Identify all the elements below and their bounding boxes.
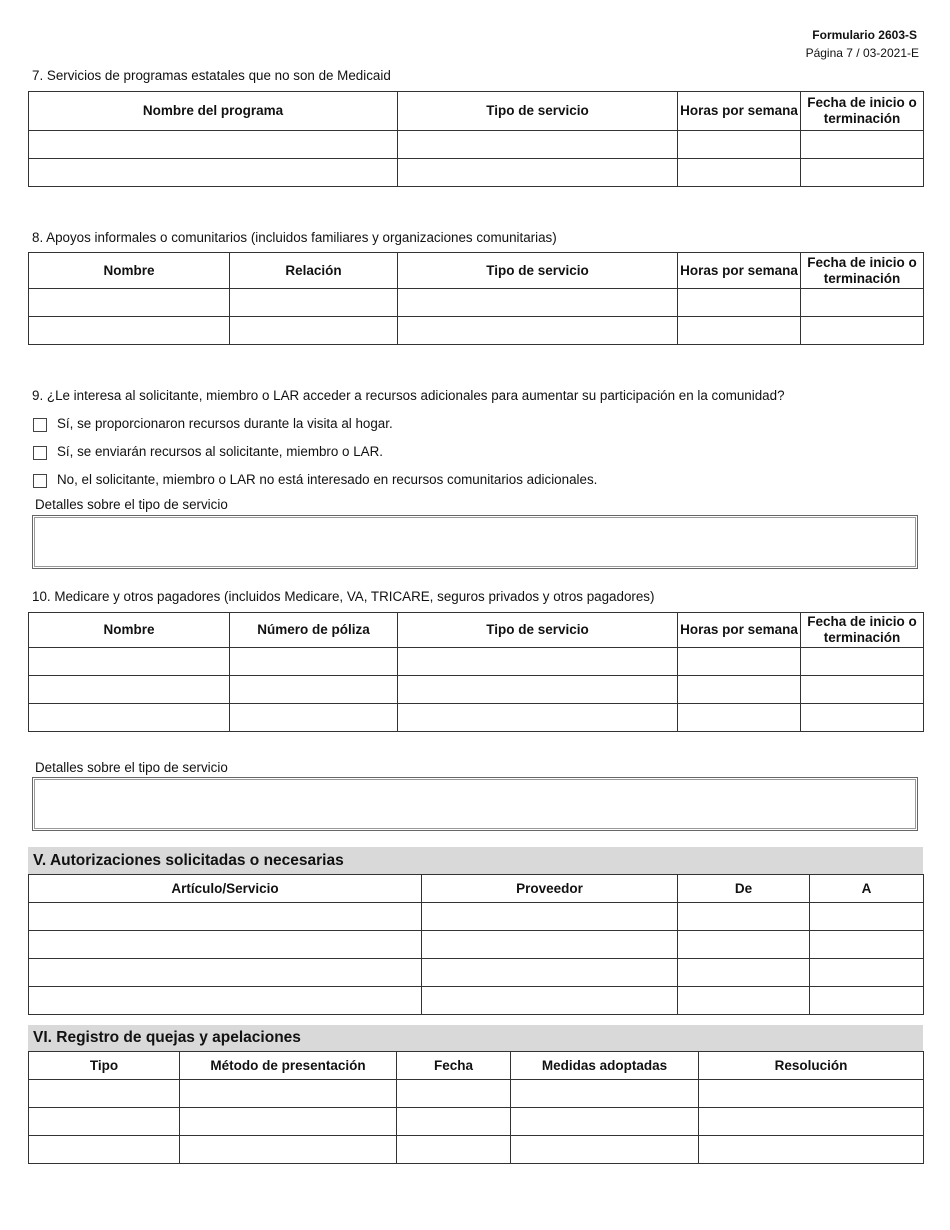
table-row	[29, 317, 924, 345]
table-row	[29, 131, 924, 159]
section-9-question: 9. ¿Le interesa al solicitante, miembro o LAR acceder a recursos adicionales para aumentar su participación en la comunidad?	[32, 388, 785, 403]
col-header-hours-per-week: Horas por semana	[678, 613, 801, 648]
table-cell[interactable]	[29, 1080, 180, 1108]
page-info: Página 7 / 03-2021-E	[805, 46, 919, 60]
col-header-start-end-date: Fecha de inicio o terminación	[801, 613, 924, 648]
col-header-hours-per-week: Horas por semana	[678, 92, 801, 131]
section-8-table	[28, 252, 924, 345]
table-cell[interactable]	[511, 1108, 699, 1136]
checkbox-resources-sent[interactable]	[33, 446, 47, 460]
table-cell[interactable]	[29, 131, 398, 159]
table-cell[interactable]	[699, 1080, 924, 1108]
table-cell[interactable]	[29, 317, 230, 345]
table-cell[interactable]	[801, 704, 924, 732]
table-cell[interactable]	[29, 1136, 180, 1164]
col-header-start-end-date: Fecha de inicio o terminación	[801, 253, 924, 289]
table-cell[interactable]	[810, 987, 924, 1015]
section-v-title: V. Autorizaciones solicitadas o necesarias	[28, 847, 923, 874]
table-cell[interactable]	[801, 648, 924, 676]
option-label-resources-sent: Sí, se enviarán recursos al solicitante, miembro o LAR.	[57, 444, 383, 459]
col-header-relationship: Relación	[230, 253, 398, 289]
table-row	[29, 704, 924, 732]
col-header-service-type: Tipo de servicio	[398, 253, 678, 289]
table-row	[29, 648, 924, 676]
col-header-service-type: Tipo de servicio	[398, 92, 678, 131]
table-cell[interactable]	[29, 289, 230, 317]
table-row	[29, 1136, 924, 1164]
table-cell[interactable]	[29, 987, 422, 1015]
table-cell[interactable]	[678, 903, 810, 931]
table-row	[29, 1080, 924, 1108]
table-row	[29, 959, 924, 987]
section-7-table	[28, 91, 924, 187]
table-cell[interactable]	[29, 903, 422, 931]
table-cell[interactable]	[398, 317, 678, 345]
table-cell[interactable]	[29, 704, 230, 732]
table-row	[29, 1108, 924, 1136]
col-header-policy-number: Número de póliza	[230, 613, 398, 648]
section-vi-table	[28, 1051, 924, 1164]
table-row	[29, 931, 924, 959]
table-cell[interactable]	[230, 676, 398, 704]
table-row	[29, 676, 924, 704]
table-cell[interactable]	[678, 987, 810, 1015]
table-row	[29, 903, 924, 931]
col-header-from: De	[678, 875, 810, 903]
col-header-start-end-date: Fecha de inicio o terminación	[801, 92, 924, 131]
checkbox-not-interested[interactable]	[33, 474, 47, 488]
table-cell[interactable]	[422, 987, 678, 1015]
col-header-service-type: Tipo de servicio	[398, 613, 678, 648]
table-cell[interactable]	[397, 1080, 511, 1108]
table-row	[29, 987, 924, 1015]
col-header-to: A	[810, 875, 924, 903]
section-10-title: 10. Medicare y otros pagadores (incluidos Medicare, VA, TRICARE, seguros privados y otros pagadores)	[32, 589, 655, 604]
section-7-title: 7. Servicios de programas estatales que no son de Medicaid	[32, 68, 391, 83]
table-cell[interactable]	[678, 676, 801, 704]
col-header-provider: Proveedor	[422, 875, 678, 903]
table-cell[interactable]	[230, 704, 398, 732]
col-header-name: Nombre	[29, 253, 230, 289]
table-cell[interactable]	[801, 317, 924, 345]
section-9-details-field[interactable]	[32, 515, 918, 569]
table-cell[interactable]	[230, 648, 398, 676]
table-cell[interactable]	[29, 648, 230, 676]
checkbox-resources-provided[interactable]	[33, 418, 47, 432]
table-row	[29, 289, 924, 317]
table-cell[interactable]	[678, 931, 810, 959]
table-cell[interactable]	[678, 648, 801, 676]
section-vi-title: VI. Registro de quejas y apelaciones	[28, 1025, 923, 1051]
table-cell[interactable]	[422, 931, 678, 959]
form-number: Formulario 2603-S	[812, 28, 917, 42]
section-10-table	[28, 612, 924, 732]
table-cell[interactable]	[678, 159, 801, 187]
table-cell[interactable]	[180, 1108, 397, 1136]
table-cell[interactable]	[678, 131, 801, 159]
table-cell[interactable]	[422, 903, 678, 931]
table-cell[interactable]	[511, 1136, 699, 1164]
col-header-resolution: Resolución	[699, 1052, 924, 1080]
table-row	[29, 159, 924, 187]
table-cell[interactable]	[230, 317, 398, 345]
option-label-resources-provided: Sí, se proporcionaron recursos durante la visita al hogar.	[57, 416, 393, 431]
table-cell[interactable]	[801, 676, 924, 704]
table-cell[interactable]	[397, 1108, 511, 1136]
col-header-type: Tipo	[29, 1052, 180, 1080]
col-header-date: Fecha	[397, 1052, 511, 1080]
table-cell[interactable]	[29, 931, 422, 959]
table-cell[interactable]	[511, 1080, 699, 1108]
section-10-details-field[interactable]	[32, 777, 918, 831]
option-label-not-interested: No, el solicitante, miembro o LAR no está interesado en recursos comunitarios adicionales.	[57, 472, 598, 487]
section-8-title: 8. Apoyos informales o comunitarios (incluidos familiares y organizaciones comunitarias)	[32, 230, 557, 245]
table-cell[interactable]	[29, 1108, 180, 1136]
col-header-program-name: Nombre del programa	[29, 92, 398, 131]
table-cell[interactable]	[29, 159, 398, 187]
col-header-actions-taken: Medidas adoptadas	[511, 1052, 699, 1080]
table-cell[interactable]	[422, 959, 678, 987]
col-header-submission-method: Método de presentación	[180, 1052, 397, 1080]
table-cell[interactable]	[810, 959, 924, 987]
table-cell[interactable]	[180, 1080, 397, 1108]
table-cell[interactable]	[398, 704, 678, 732]
table-cell[interactable]	[398, 648, 678, 676]
section-v-table	[28, 874, 924, 1015]
col-header-name: Nombre	[29, 613, 230, 648]
col-header-hours-per-week: Horas por semana	[678, 253, 801, 289]
table-cell[interactable]	[398, 159, 678, 187]
table-cell[interactable]	[678, 289, 801, 317]
table-cell[interactable]	[29, 959, 422, 987]
table-cell[interactable]	[801, 289, 924, 317]
section-9-details-label: Detalles sobre el tipo de servicio	[35, 497, 228, 512]
table-cell[interactable]	[29, 676, 230, 704]
table-cell[interactable]	[699, 1136, 924, 1164]
table-cell[interactable]	[180, 1136, 397, 1164]
table-cell[interactable]	[398, 289, 678, 317]
table-cell[interactable]	[230, 289, 398, 317]
table-cell[interactable]	[398, 676, 678, 704]
table-cell[interactable]	[678, 704, 801, 732]
table-cell[interactable]	[398, 131, 678, 159]
table-cell[interactable]	[801, 131, 924, 159]
table-cell[interactable]	[810, 931, 924, 959]
section-10-details-label: Detalles sobre el tipo de servicio	[35, 760, 228, 775]
table-cell[interactable]	[810, 903, 924, 931]
table-cell[interactable]	[678, 317, 801, 345]
table-cell[interactable]	[397, 1136, 511, 1164]
table-cell[interactable]	[801, 159, 924, 187]
table-cell[interactable]	[699, 1108, 924, 1136]
col-header-item-service: Artículo/Servicio	[29, 875, 422, 903]
table-cell[interactable]	[678, 959, 810, 987]
